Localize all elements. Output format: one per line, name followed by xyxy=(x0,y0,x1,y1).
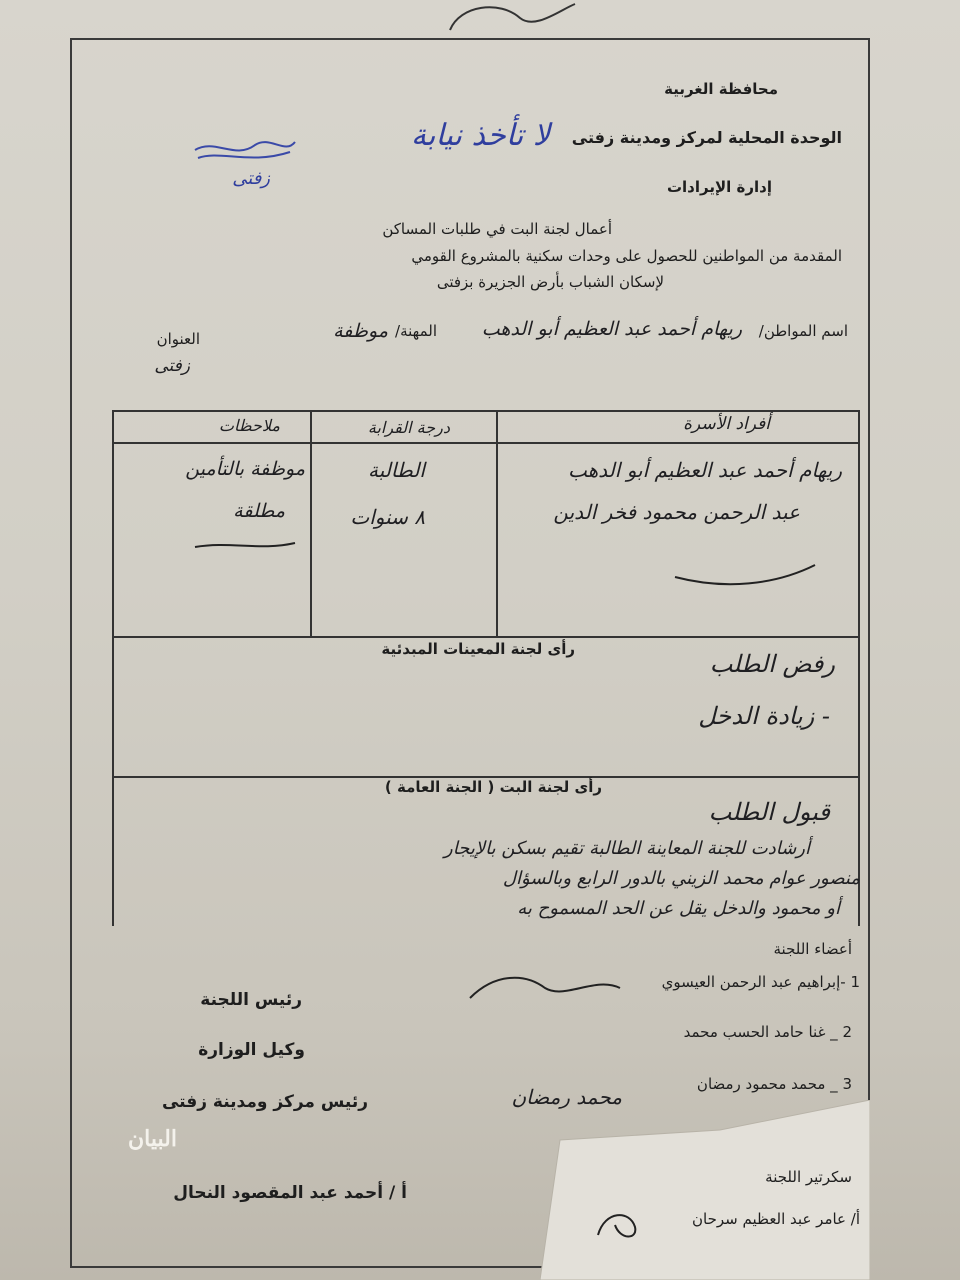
member-closing-stroke xyxy=(665,555,825,595)
profession-value: موظفة xyxy=(333,320,388,342)
address-label: العنوان xyxy=(156,330,200,348)
family-table xyxy=(112,410,860,638)
preliminary-reason: - زيادة الدخل xyxy=(698,702,830,730)
notes-row-2: مطلقة xyxy=(233,500,285,522)
member-2: 2 _ غنا حامد الحسب محمد xyxy=(683,1023,852,1041)
member-row-1: ريهام أحمد عبد العظيم أبو الدهب xyxy=(568,458,842,482)
general-committee-label: رأى لجنة البت ( الجنة العامة ) xyxy=(384,778,602,796)
header-family-members: أفراد الأسرة xyxy=(683,414,770,434)
local-unit-title: الوحدة المحلية لمركز ومدينة زفتى xyxy=(571,128,842,147)
department-title: إدارة الإيرادات xyxy=(666,178,772,196)
citizen-name-value: ريهام أحمد عبد العظيم أبو الدهب xyxy=(481,318,742,340)
profession-label: المهنة/ xyxy=(395,322,437,340)
member-1: 1 -إبراهيم عبد الرحمن العيسوي xyxy=(661,973,860,991)
preliminary-decision: رفض الطلب xyxy=(709,650,835,678)
member-3-signature: محمد رمضان xyxy=(511,1085,622,1109)
secretary-signature xyxy=(590,1205,650,1245)
kinship-row-2: ٨ سنوات xyxy=(350,505,425,529)
final-decision: قبول الطلب xyxy=(708,798,830,826)
member-1-signature xyxy=(465,968,625,1008)
secretary-name: أ/ عامر عبد العظيم سرحان xyxy=(692,1210,860,1228)
doc-title-line2: المقدمة من المواطنين للحصول على وحدات سكنية بالمشروع القومي xyxy=(411,247,842,265)
torn-paper-patch xyxy=(540,1100,870,1280)
kinship-row-1: الطالبة xyxy=(367,458,425,482)
family-table-col-divider-1 xyxy=(310,410,312,638)
watermark-logo: البيان xyxy=(128,1126,177,1152)
member-3: 3 _ محمد محمود رمضان xyxy=(696,1075,852,1093)
governorate-title: محافظة الغربية xyxy=(664,80,778,98)
notes-underline xyxy=(190,535,300,555)
city-head: رئيس مركز ومدينة زفتى xyxy=(161,1092,368,1112)
crossed-out-ink xyxy=(190,130,300,170)
decision-detail-3: أو محمود والدخل يقل عن الحد المسموح به xyxy=(517,898,840,919)
handwritten-note: لا تأخذ نيابة xyxy=(411,118,550,153)
handwritten-note-sub: زفتى xyxy=(232,168,270,189)
header-notes: ملاحظات xyxy=(218,416,280,435)
doc-title-line3: لإسكان الشباب بأرض الجزيرة بزفتى xyxy=(436,273,664,291)
ministry-deputy: وكيل الوزارة xyxy=(198,1040,305,1060)
family-table-col-divider-2 xyxy=(496,410,498,638)
member-row-2: عبد الرحمن محمود فخر الدين xyxy=(553,500,800,524)
committee-chair: رئيس اللجنة xyxy=(200,990,302,1010)
decision-detail-2: منصور عوام محمد الزيني بالدور الرابع وبالسؤال xyxy=(502,868,860,889)
members-label: أعضاء اللجنة xyxy=(773,940,852,958)
secretary-label: سكرتير اللجنة xyxy=(765,1168,852,1186)
decision-detail-1: أرشادت للجنة المعاينة الطالبة تقيم بسكن بالإيجار xyxy=(444,838,810,859)
top-pen-scribble xyxy=(440,0,580,40)
citizen-name-label: اسم المواطن/ xyxy=(758,322,848,340)
official-name: أ / أحمد عبد المقصود النحال xyxy=(173,1183,407,1203)
preliminary-committee-label: رأى لجنة المعينات المبدئية xyxy=(381,640,575,658)
doc-title-line1: أعمال لجنة البت في طلبات المساكن xyxy=(382,220,612,238)
notes-row-1: موظفة بالتأمين xyxy=(185,458,305,480)
address-value: زفتى xyxy=(154,356,190,376)
header-kinship: درجة القرابة xyxy=(367,418,450,437)
family-table-header-divider xyxy=(112,442,860,444)
